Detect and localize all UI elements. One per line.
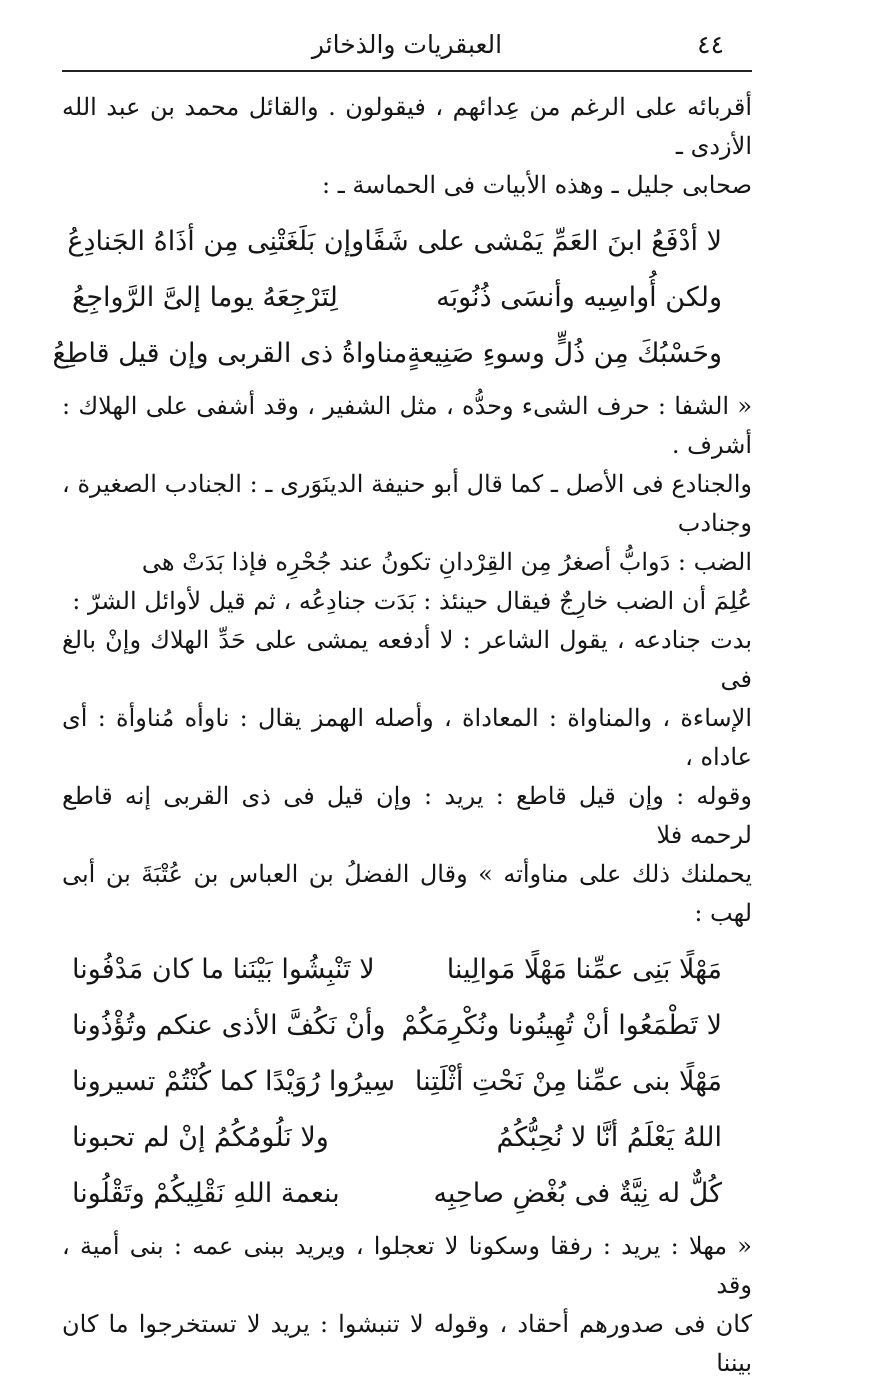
verse: [62, 941, 752, 997]
prose-line: الإساءة ، والمناواة : المعاداة ، وأصله الهمز يقال : ناوأه مُناوأة : أى عاداه ،: [62, 704, 752, 771]
prose-line: « الشفا : حرف الشىء وحدُّه ، مثل الشفير ، وقد أشفى على الهلاك : أشرف .: [62, 392, 752, 459]
prose-line: كان فى صدورهم أحقاد ، وقوله لا تنبشوا : يريد لا تستخرجوا ما كان بيننا: [62, 1310, 752, 1377]
page-header: [62, 24, 752, 72]
verse: [62, 213, 752, 269]
verse: [62, 1165, 752, 1221]
running-title: العبقريات والذخائر: [311, 30, 503, 59]
prose-line: يحملنك ذلك على مناوأته » وقال الفضلُ بن العباس بن عُتْبَةَ بن أبى لهب :: [62, 860, 752, 927]
second-hemistich: ولا نَلُومُكُمُ إنْ لم تحبونا: [72, 1121, 329, 1153]
second-hemistich: سِيرُوا رُوَيْدًا كما كُنْتُمْ تسيرونا: [72, 1065, 396, 1097]
second-hemistich: مناواةُ ذى القربى وإن قيل قاطِعُ: [52, 337, 408, 369]
second-hemistich: وأنْ نَكُفَّ الأذى عنكم وتُؤْذُونا: [72, 1009, 386, 1041]
second-hemistich: لا تَنْبِشُوا بَيْنَنا ما كان مَدْفُونا: [72, 953, 375, 985]
first-hemistich: كُلٌّ له نِيَّةٌ فى بُغْضِ صاحِبِه: [433, 1177, 722, 1209]
prose-line: الضب : دَوابُّ أصغرُ مِن القِرْدانِ تكونُ عند جُحْرِه فإذا بَدَتْ هى: [141, 548, 752, 576]
prose-line: عُلِمَ أن الضب خارِجٌ فيقال حينئذ : بَدَت جنادِعُه ، ثم قيل لأوائل الشرّ :: [72, 587, 752, 615]
paragraph-explanation: [62, 1227, 752, 1383]
first-hemistich: لا أدْفَعُ ابنَ العَمِّ يَمْشى على شَفًا: [364, 225, 722, 257]
prose-line: والجنادع فى الأصل ـ كما قال أبو حنيفة الدينَوَرى ـ : الجنادب الصغيرة ، وجنادب: [62, 470, 752, 537]
page-body: [52, 88, 752, 1383]
first-hemistich: ولكن أُواسِيه وأنسَى ذُنُوبَه: [436, 281, 722, 313]
verse: [62, 1109, 752, 1165]
paragraph-commentary: [62, 387, 752, 933]
first-hemistich: وحَسْبُكَ مِن ذُلٍّ وسوءِ صَنِيعةٍ: [407, 337, 722, 369]
page-number: ٤٤: [697, 30, 724, 59]
verse: [62, 997, 752, 1053]
first-hemistich: اللهُ يَعْلَمُ أنَّا لا نُحِبُّكُمُ: [496, 1121, 722, 1153]
verse: [62, 269, 752, 325]
verse: [62, 1053, 752, 1109]
prose-line: وقوله : وإن قيل قاطع : يريد : وإن قيل فى ذى القربى إنه قاطع لرحمه فلا: [62, 782, 752, 849]
second-hemistich: بنعمة اللهِ نَقْلِيكُمْ وتَقْلُونا: [72, 1177, 340, 1209]
prose-line: « مهلا : يريد : رفقا وسكونا لا تعجلوا ، ويريد ببنى عمه : بنى أمية ، وقد: [62, 1232, 752, 1299]
prose-line: أقربائه على الرغم من عِدائهم ، فيقولون . والقائل محمد بن عبد الله الأزدى ـ: [62, 93, 752, 160]
second-hemistich: وإن بَلَغَتْنِى مِن أذَاهُ الجَنادِعُ: [67, 225, 365, 257]
prose-line: بدت جنادعه ، يقول الشاعر : لا أدفعه يمشى على حَدِّ الهلاك وإنْ بالغ فى: [62, 626, 752, 693]
verse: [52, 325, 752, 381]
poem-fadl: [62, 941, 752, 1221]
prose-line: صحابى جليل ـ وهذه الأبيات فى الحماسة ـ :: [322, 171, 752, 199]
paragraph-intro: [62, 88, 752, 205]
first-hemistich: مَهْلًا بنى عمِّنا مِنْ نَحْتِ أثْلَتِنا: [414, 1065, 722, 1097]
second-hemistich: لِتَرْجِعَهُ يوما إلىَّ الرَّواجِعُ: [72, 281, 338, 313]
first-hemistich: مَهْلًا بَنِى عمِّنا مَهْلًا مَوالِينا: [446, 953, 722, 985]
poem-azdi: [52, 213, 752, 381]
first-hemistich: لا تَطْمَعُوا أنْ تُهِينُونا ونُكْرِمَكُمْ: [401, 1009, 722, 1041]
